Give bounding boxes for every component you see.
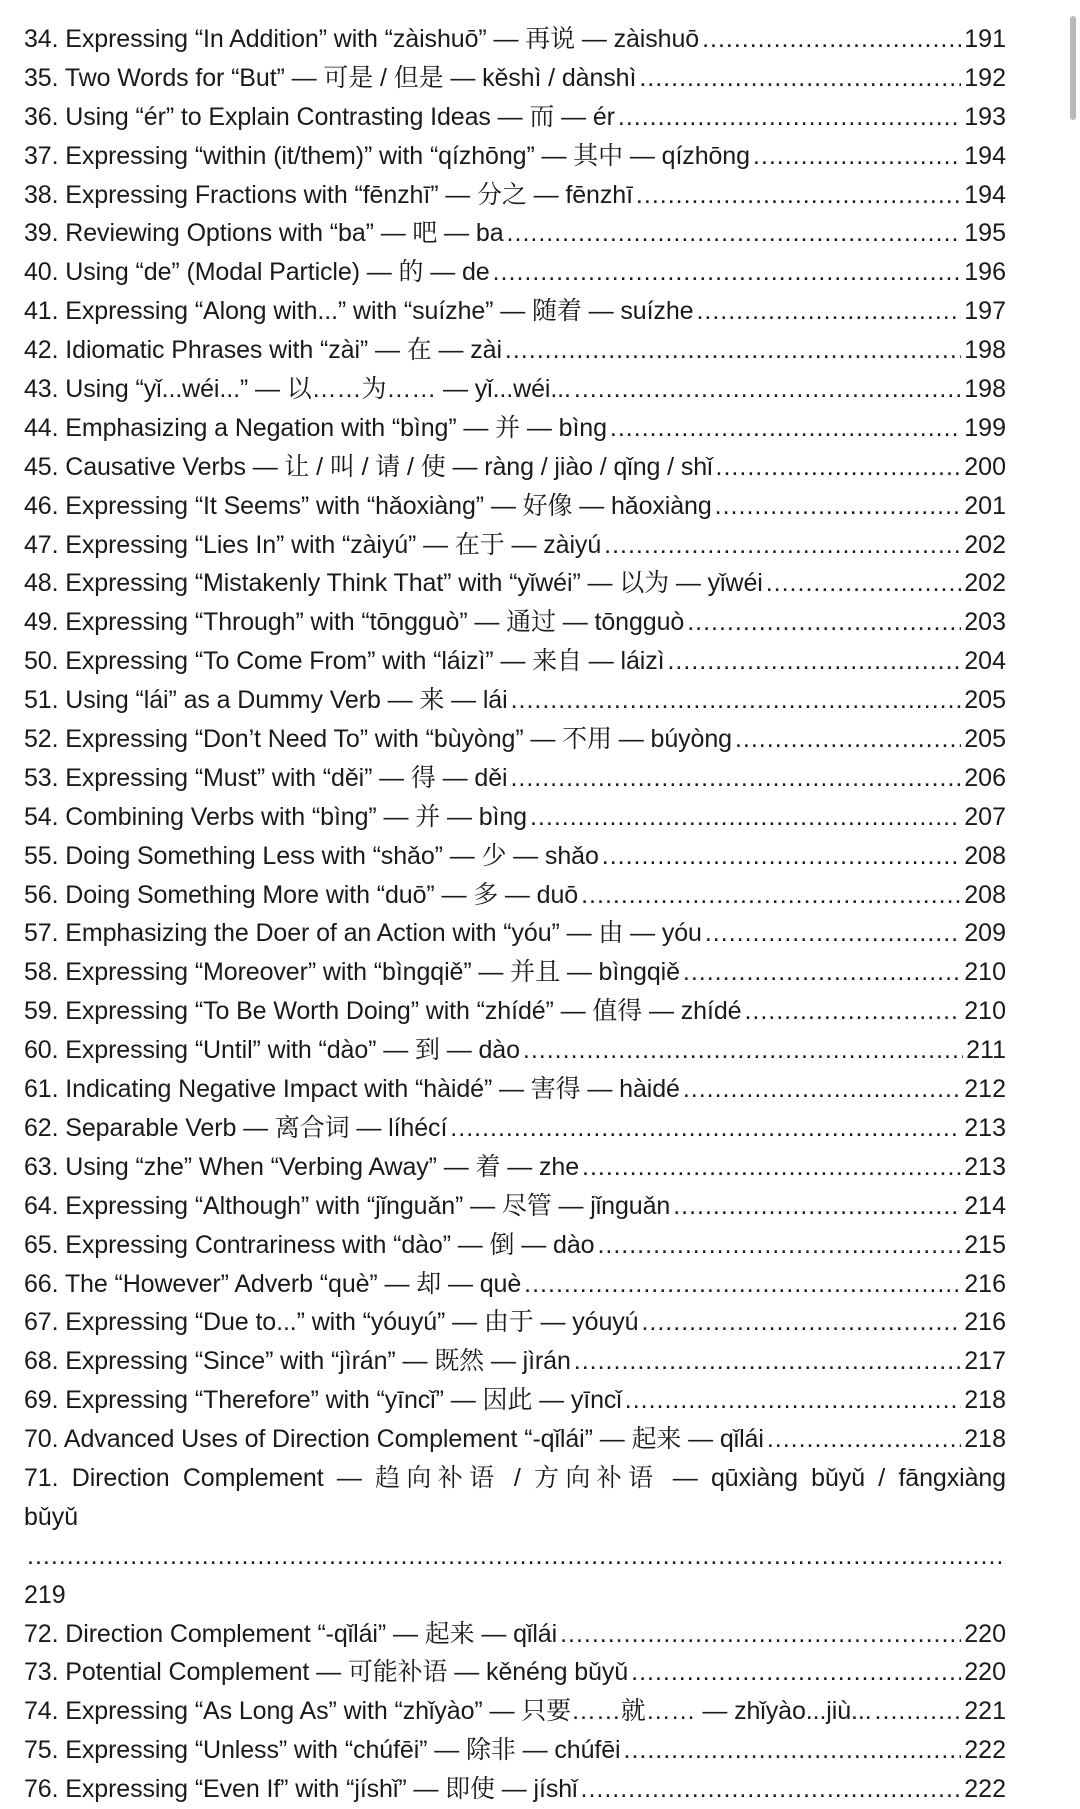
toc-entry-title-continuation: bǔyǔ bbox=[24, 1502, 79, 1531]
page-number: 219 bbox=[24, 1580, 66, 1609]
dot-leader bbox=[524, 1265, 961, 1304]
toc-entry bbox=[24, 681, 1006, 720]
toc-entry-title: 56. Doing Something More with “duō” — 多 — duō bbox=[24, 880, 579, 909]
toc-entry-title: 58. Expressing “Moreover” with “bìngqiě” — 并且 — bìngqiě bbox=[24, 958, 680, 987]
toc-entry bbox=[24, 720, 1006, 759]
toc-entry bbox=[24, 1692, 1006, 1731]
toc-entry-title: 50. Expressing “To Come From” with “láizì” — 来自 — láizì bbox=[24, 647, 665, 676]
scrollbar[interactable] bbox=[1066, 0, 1080, 1770]
toc-entry bbox=[24, 1420, 1006, 1459]
toc-entry-title: 38. Expressing Fractions with “fēnzhī” — 分之 — fēnzhī bbox=[24, 180, 633, 209]
toc-entry-title: 52. Expressing “Don’t Need To” with “bùyòng” — 不用 — búyòng bbox=[24, 725, 732, 754]
page-number: 201 bbox=[964, 491, 1006, 520]
page-number: 214 bbox=[964, 1191, 1006, 1220]
page-number: 197 bbox=[964, 297, 1006, 326]
toc-entry bbox=[24, 331, 1006, 370]
dot-leader bbox=[574, 370, 961, 409]
page-number: 200 bbox=[964, 452, 1006, 481]
toc-entry-title: 67. Expressing “Due to...” with “yóuyú” — 由于 — yóuyú bbox=[24, 1308, 639, 1337]
dot-leader bbox=[530, 798, 961, 837]
toc-entry bbox=[24, 798, 1006, 837]
toc-entry-title: 75. Expressing “Unless” with “chúfēi” — 除非 — chúfēi bbox=[24, 1736, 621, 1765]
dot-leader bbox=[604, 526, 961, 565]
toc-entry-title: 65. Expressing Contrariness with “dào” — 倒 — dào bbox=[24, 1230, 595, 1259]
toc-entry-title: 49. Expressing “Through” with “tōngguò” — 通过 — tōngguò bbox=[24, 608, 685, 637]
toc-entry-title: 74. Expressing “As Long As” with “zhǐyào” — 只要……就…… — zhǐyào...jiù... bbox=[24, 1697, 872, 1726]
page-number: 209 bbox=[964, 919, 1006, 948]
page-number: 221 bbox=[964, 1697, 1006, 1726]
dot-leader bbox=[631, 1653, 961, 1692]
toc-entry bbox=[24, 176, 1006, 215]
toc-entry-title: 45. Causative Verbs — 让 / 叫 / 请 / 使 — ràng / jiào / qǐng / shǐ bbox=[24, 452, 713, 481]
page-number: 220 bbox=[964, 1658, 1006, 1687]
page-number: 194 bbox=[964, 141, 1006, 170]
dot-leader bbox=[875, 1692, 962, 1731]
dot-leader bbox=[705, 914, 961, 953]
page-number: 196 bbox=[964, 258, 1006, 287]
dot-leader bbox=[507, 214, 962, 253]
page-number: 207 bbox=[964, 802, 1006, 831]
dot-leader bbox=[753, 137, 961, 176]
toc-entry bbox=[24, 1731, 1006, 1770]
dot-leader bbox=[735, 720, 961, 759]
toc-entry bbox=[24, 59, 1006, 98]
dot-leader bbox=[610, 409, 961, 448]
toc-entry-title: 47. Expressing “Lies In” with “zàiyú” — 在于 — zàiyú bbox=[24, 530, 602, 559]
page-number: 220 bbox=[964, 1619, 1006, 1648]
toc-entry bbox=[24, 1109, 1006, 1148]
toc-entry-title: 71. Direction Complement — 趋向补语 / 方向补语 — qūxiàng bǔyǔ / fāngxiàng bbox=[24, 1463, 1006, 1492]
dot-leader bbox=[683, 953, 961, 992]
dot-leader bbox=[505, 331, 961, 370]
toc-entry bbox=[24, 992, 1006, 1031]
page-number: 212 bbox=[964, 1075, 1006, 1104]
dot-leader bbox=[641, 1303, 961, 1342]
toc-entry bbox=[24, 1342, 1006, 1381]
page-number: 208 bbox=[964, 880, 1006, 909]
page-number: 206 bbox=[964, 763, 1006, 792]
page-number: 205 bbox=[964, 725, 1006, 754]
toc-entry-title: 46. Expressing “It Seems” with “hǎoxiàng” — 好像 — hǎoxiàng bbox=[24, 491, 712, 520]
dot-leader bbox=[597, 1226, 961, 1265]
page-number: 211 bbox=[966, 1036, 1006, 1065]
toc-entry bbox=[24, 953, 1006, 992]
dot-leader bbox=[523, 1031, 963, 1070]
toc-entry-title: 63. Using “zhe” When “Verbing Away” — 着 — zhe bbox=[24, 1152, 579, 1181]
toc-entry-title: 57. Emphasizing the Doer of an Action with “yóu” — 由 — yóu bbox=[24, 919, 702, 948]
page-number: 222 bbox=[964, 1736, 1006, 1765]
toc-entry-title: 61. Indicating Negative Impact with “hàidé” — 害得 — hàidé bbox=[24, 1075, 680, 1104]
toc-entry-title: 36. Using “ér” to Explain Contrasting Ideas — 而 — ér bbox=[24, 102, 615, 131]
toc-entry-title: 43. Using “yǐ...wéi...” — 以……为…… — yǐ...wéi... bbox=[24, 375, 571, 404]
toc-entry-title: 40. Using “de” (Modal Particle) — 的 — de bbox=[24, 258, 490, 287]
dot-leader bbox=[715, 487, 962, 526]
page-number: 213 bbox=[964, 1113, 1006, 1142]
toc-entry-title: 44. Emphasizing a Negation with “bìng” — 并 — bìng bbox=[24, 413, 607, 442]
dot-leader bbox=[667, 642, 961, 681]
dot-leader bbox=[582, 1148, 961, 1187]
dot-leader bbox=[636, 176, 961, 215]
toc-entry bbox=[24, 409, 1006, 448]
dot-leader bbox=[673, 1187, 961, 1226]
page-number: 218 bbox=[964, 1425, 1006, 1454]
dot-leader bbox=[602, 837, 962, 876]
page-number: 216 bbox=[964, 1308, 1006, 1337]
toc-entry-title: 34. Expressing “In Addition” with “zàishuō” — 再说 — zàishuō bbox=[24, 25, 700, 53]
toc-entry-title: 72. Direction Complement “-qǐlái” — 起来 — qǐlái bbox=[24, 1619, 558, 1648]
page-number: 216 bbox=[964, 1269, 1006, 1298]
toc-entry bbox=[24, 1459, 1006, 1615]
toc-entry bbox=[24, 526, 1006, 565]
dot-leader bbox=[696, 292, 961, 331]
toc-entry-title: 68. Expressing “Since” with “jìrán” — 既然 — jìrán bbox=[24, 1347, 571, 1376]
toc-entry-title: 41. Expressing “Along with...” with “suízhe” — 随着 — suízhe bbox=[24, 297, 694, 326]
dot-leader bbox=[581, 1770, 962, 1809]
toc-entry bbox=[24, 1653, 1006, 1692]
dot-leader bbox=[687, 603, 961, 642]
dot-leader bbox=[27, 1537, 1003, 1576]
toc-entry bbox=[24, 1303, 1006, 1342]
toc-entry-title: 39. Reviewing Options with “ba” — 吧 — ba bbox=[24, 219, 504, 248]
page-number: 194 bbox=[964, 180, 1006, 209]
dot-leader bbox=[560, 1615, 961, 1654]
page-number: 208 bbox=[964, 841, 1006, 870]
page-number: 205 bbox=[964, 686, 1006, 715]
toc-entry bbox=[24, 1187, 1006, 1226]
toc-entry bbox=[24, 20, 1006, 59]
dot-leader bbox=[581, 876, 961, 915]
toc-entry bbox=[24, 98, 1006, 137]
toc-entry bbox=[24, 837, 1006, 876]
dot-leader bbox=[766, 564, 962, 603]
dot-leader bbox=[744, 992, 961, 1031]
page-number: 217 bbox=[964, 1347, 1006, 1376]
toc-entry bbox=[24, 1148, 1006, 1187]
page-number: 202 bbox=[964, 569, 1006, 598]
toc-entry bbox=[24, 487, 1006, 526]
toc-entry-title: 70. Advanced Uses of Direction Complement “-qǐlái” — 起来 — qǐlái bbox=[24, 1425, 764, 1454]
toc-entry-title: 37. Expressing “within (it/them)” with “qízhōng” — 其中 — qízhōng bbox=[24, 141, 750, 170]
toc-entry-title: 73. Potential Complement — 可能补语 — kěnéng bǔyǔ bbox=[24, 1658, 629, 1687]
toc-entry bbox=[24, 214, 1006, 253]
toc-entry bbox=[24, 1265, 1006, 1304]
toc-entry bbox=[24, 1770, 1006, 1809]
page-number: 198 bbox=[964, 336, 1006, 365]
dot-leader bbox=[618, 98, 961, 137]
page-number: 210 bbox=[964, 997, 1006, 1026]
page-number: 213 bbox=[964, 1152, 1006, 1181]
dot-leader bbox=[639, 59, 961, 98]
toc-entry bbox=[24, 876, 1006, 915]
page-number: 192 bbox=[964, 63, 1006, 92]
page-number: 210 bbox=[964, 958, 1006, 987]
toc-entry bbox=[24, 1031, 1006, 1070]
toc-entry-title: 69. Expressing “Therefore” with “yīncǐ” — 因此 — yīncǐ bbox=[24, 1386, 622, 1415]
page-number: 199 bbox=[964, 413, 1006, 442]
toc-entry-title: 64. Expressing “Although” with “jǐnguǎn” — 尽管 — jǐnguǎn bbox=[24, 1191, 671, 1220]
toc-entry-title: 53. Expressing “Must” with “děi” — 得 — děi bbox=[24, 763, 508, 792]
toc-entry bbox=[24, 448, 1006, 487]
page-number: 193 bbox=[964, 102, 1006, 131]
toc-entry-title: 60. Expressing “Until” with “dào” — 到 — dào bbox=[24, 1036, 520, 1065]
toc-entry bbox=[24, 1070, 1006, 1109]
toc-entry bbox=[24, 759, 1006, 798]
dot-leader bbox=[767, 1420, 961, 1459]
page-number: 195 bbox=[964, 219, 1006, 248]
toc-entry-title: 54. Combining Verbs with “bìng” — 并 — bìng bbox=[24, 802, 527, 831]
toc-entry-title: 48. Expressing “Mistakenly Think That” with “yǐwéi” — 以为 — yǐwéi bbox=[24, 569, 763, 598]
scrollbar-thumb[interactable] bbox=[1070, 16, 1076, 120]
toc-entry-title: 76. Expressing “Even If” with “jíshǐ” — 即使 — jíshǐ bbox=[24, 1775, 578, 1804]
page-number: 204 bbox=[964, 647, 1006, 676]
toc-entry bbox=[24, 253, 1006, 292]
dot-leader bbox=[683, 1070, 961, 1109]
dot-leader bbox=[702, 20, 961, 59]
toc-entry bbox=[24, 914, 1006, 953]
toc-entry bbox=[24, 1615, 1006, 1654]
page-number: 218 bbox=[964, 1386, 1006, 1415]
dot-leader bbox=[574, 1342, 962, 1381]
page-number: 202 bbox=[964, 530, 1006, 559]
toc-entry-title: 55. Doing Something Less with “shǎo” — 少 — shǎo bbox=[24, 841, 599, 870]
page-number: 222 bbox=[964, 1775, 1006, 1804]
toc-entry bbox=[24, 603, 1006, 642]
dot-leader bbox=[510, 759, 961, 798]
toc-entry bbox=[24, 370, 1006, 409]
toc-entry-title: 59. Expressing “To Be Worth Doing” with “zhídé” — 值得 — zhídé bbox=[24, 997, 742, 1026]
toc-entry-title: 42. Idiomatic Phrases with “zài” — 在 — zài bbox=[24, 336, 502, 365]
toc-entry bbox=[24, 564, 1006, 603]
toc-entry bbox=[24, 1381, 1006, 1420]
page-number: 198 bbox=[964, 375, 1006, 404]
dot-leader bbox=[493, 253, 962, 292]
dot-leader bbox=[716, 448, 962, 487]
toc-entry-title: 66. The “However” Adverb “què” — 却 — què bbox=[24, 1269, 522, 1298]
page-number: 215 bbox=[964, 1230, 1006, 1259]
table-of-contents bbox=[24, 20, 1006, 1809]
toc-entry bbox=[24, 292, 1006, 331]
dot-leader bbox=[624, 1731, 962, 1770]
toc-entry-title: 62. Separable Verb — 离合词 — líhécí bbox=[24, 1113, 448, 1142]
page-number: 191 bbox=[964, 25, 1006, 53]
toc-entry-title: 51. Using “lái” as a Dummy Verb — 来 — lái bbox=[24, 686, 508, 715]
toc-entry-title: 35. Two Words for “But” — 可是 / 但是 — kěshì / dànshì bbox=[24, 63, 637, 92]
dot-leader bbox=[450, 1109, 961, 1148]
page-number: 203 bbox=[964, 608, 1006, 637]
dot-leader bbox=[511, 681, 962, 720]
toc-entry bbox=[24, 642, 1006, 681]
dot-leader bbox=[625, 1381, 962, 1420]
toc-entry bbox=[24, 1226, 1006, 1265]
toc-entry bbox=[24, 137, 1006, 176]
